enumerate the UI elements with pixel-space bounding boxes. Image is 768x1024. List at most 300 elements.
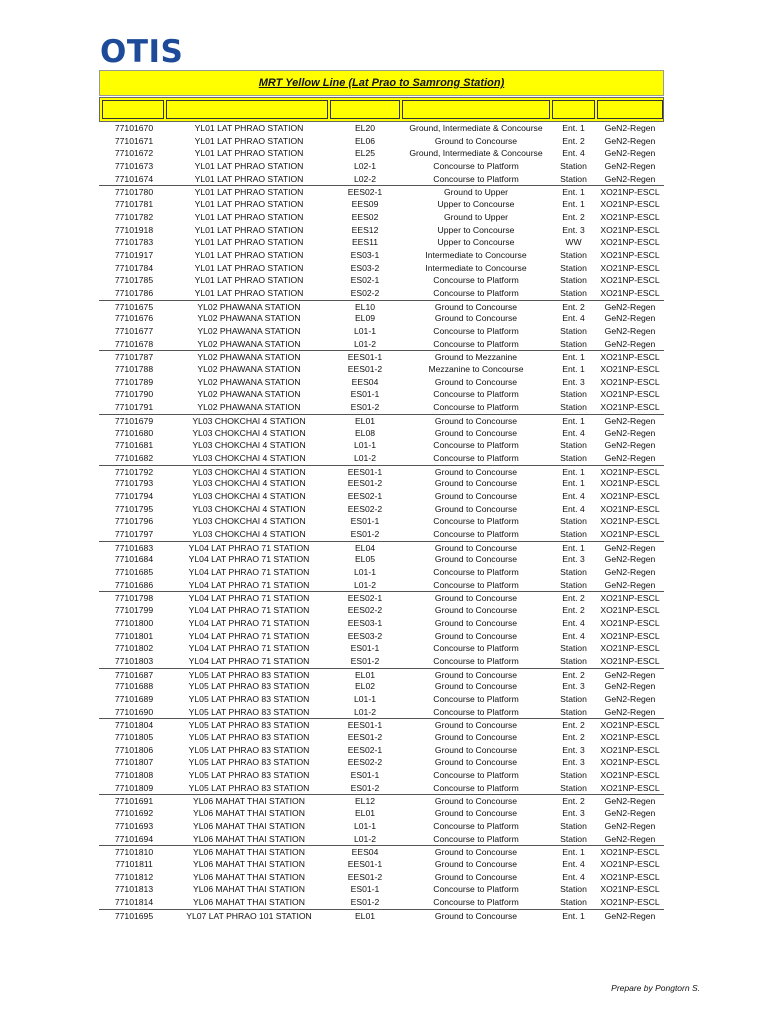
table-cell: Concourse to Platform — [433, 579, 519, 590]
header-cell — [166, 100, 328, 119]
table-cell: GeN2-Regen — [604, 706, 656, 717]
table-cell: GeN2-Regen — [604, 338, 656, 349]
table-row — [99, 388, 664, 401]
table-cell: Ent. 1 — [562, 352, 585, 363]
table-cell: YL05 LAT PHRAO 83 STATION — [188, 706, 310, 717]
table-cell: Ent. 1 — [562, 542, 585, 553]
table-cell: Ground to Concourse — [434, 593, 518, 604]
table-row — [99, 160, 664, 173]
table-row — [99, 300, 664, 313]
table-cell: XO21NP-ESCL — [600, 770, 660, 781]
table-row — [99, 617, 664, 630]
table-cell: YL02 PHAWANA STATION — [197, 301, 301, 312]
table-cell: GeN2-Regen — [604, 135, 656, 146]
table-cell: YL04 LAT PHRAO 71 STATION — [188, 655, 310, 666]
table-title: MRT Yellow Line (Lat Prao to Samrong Station) — [99, 70, 664, 96]
table-row — [99, 718, 664, 731]
table-cell: EES02 — [351, 211, 379, 222]
table-cell: XO21NP-ESCL — [600, 237, 660, 248]
table-row — [99, 490, 664, 503]
table-cell: EL01 — [354, 415, 376, 426]
table-cell: Ent. 2 — [562, 211, 585, 222]
table-cell: YL03 CHOKCHAI 4 STATION — [192, 516, 306, 527]
table-cell: XO21NP-ESCL — [600, 262, 660, 273]
table-cell: 77101782 — [114, 211, 154, 222]
table-cell: Station — [560, 452, 587, 463]
table-row — [99, 465, 664, 478]
table-row — [99, 668, 664, 681]
prepared-by: Prepare by Pongtorn S. — [611, 983, 700, 993]
table-row — [99, 680, 664, 693]
table-cell: Concourse to Platform — [433, 402, 519, 413]
table-cell: 77101806 — [114, 744, 154, 755]
table-row — [99, 655, 664, 668]
table-cell: YL05 LAT PHRAO 83 STATION — [188, 770, 310, 781]
table-cell: 77101804 — [114, 720, 154, 731]
table-cell: 77101918 — [114, 224, 154, 235]
table-cell: YL03 CHOKCHAI 4 STATION — [192, 440, 306, 451]
table-cell: EES02-2 — [347, 503, 383, 514]
table-cell: Concourse to Platform — [433, 287, 519, 298]
header-cell — [102, 100, 164, 119]
table-cell: ES03-1 — [350, 249, 380, 260]
table-cell: YL02 PHAWANA STATION — [197, 364, 301, 375]
table-cell: XO21NP-ESCL — [600, 605, 660, 616]
table-cell: Ent. 2 — [562, 796, 585, 807]
table-row — [99, 858, 664, 871]
table-cell: Ground, Intermediate & Concourse — [409, 123, 543, 133]
table-cell: Ent. 3 — [562, 808, 585, 819]
table-cell: Concourse to Platform — [433, 173, 519, 184]
table-row — [99, 173, 664, 186]
table-cell: XO21NP-ESCL — [600, 275, 660, 286]
table-cell: Ground to Mezzanine — [434, 352, 518, 363]
table-cell: Ground to Concourse — [434, 490, 518, 501]
table-cell: Ground, Intermediate & Concourse — [409, 148, 543, 159]
table-cell: XO21NP-ESCL — [600, 896, 660, 907]
table-cell: Concourse to Platform — [433, 693, 519, 704]
table-cell: ES01-2 — [350, 782, 380, 793]
table-cell: EES12 — [351, 224, 379, 235]
table-row — [99, 147, 664, 160]
table-cell: ES03-2 — [350, 262, 380, 273]
table-cell: GeN2-Regen — [604, 808, 656, 819]
table-cell: Upper to Concourse — [437, 199, 515, 210]
table-row — [99, 807, 664, 820]
table-cell: GeN2-Regen — [604, 579, 656, 590]
table-cell: Station — [560, 706, 587, 717]
table-cell: Ent. 4 — [562, 503, 585, 514]
table-cell: ES02-1 — [350, 275, 380, 286]
table-row — [99, 515, 664, 528]
table-cell: 77101800 — [114, 617, 154, 628]
table-cell: 77101803 — [114, 655, 154, 666]
table-cell: EL01 — [354, 910, 376, 921]
table-row — [99, 553, 664, 566]
table-cell: EL08 — [354, 427, 376, 438]
table-cell: Ent. 4 — [562, 617, 585, 628]
table-cell: GeN2-Regen — [604, 415, 656, 426]
table-row — [99, 363, 664, 376]
table-cell: EES01-1 — [347, 466, 383, 477]
table-cell: Station — [560, 262, 587, 273]
table-row — [99, 820, 664, 833]
table-row — [99, 579, 664, 592]
table-cell: Station — [560, 782, 587, 793]
table-row — [99, 211, 664, 224]
table-cell: Concourse to Platform — [433, 820, 519, 831]
table-cell: Ground to Concourse — [434, 757, 518, 768]
table-cell: 77101796 — [114, 516, 154, 527]
table-cell: XO21NP-ESCL — [600, 376, 660, 387]
table-cell: Ent. 3 — [562, 681, 585, 692]
table-cell: EES01-1 — [347, 352, 383, 363]
table-cell: L01-2 — [354, 452, 376, 463]
table-cell: 77101685 — [114, 567, 154, 578]
table-cell: Ent. 1 — [562, 478, 585, 489]
table-cell: 77101682 — [114, 452, 154, 463]
table-cell: XO21NP-ESCL — [600, 643, 660, 654]
table-cell: EES01-1 — [347, 720, 383, 731]
table-cell: YL02 PHAWANA STATION — [197, 313, 301, 324]
table-cell: Ground to Concourse — [434, 135, 518, 146]
table-cell: GeN2-Regen — [604, 820, 656, 831]
table-row — [99, 503, 664, 516]
table-cell: GeN2-Regen — [604, 161, 656, 172]
table-cell: Ent. 1 — [562, 466, 585, 477]
table-cell: Station — [560, 161, 587, 172]
table-cell: Ent. 1 — [562, 364, 585, 375]
table-cell: YL01 LAT PHRAO STATION — [194, 224, 304, 235]
table-cell: 77101692 — [114, 808, 154, 819]
table-cell: Ent. 1 — [562, 123, 585, 133]
table-cell: Ent. 3 — [562, 757, 585, 768]
table-cell: YL03 CHOKCHAI 4 STATION — [192, 490, 306, 501]
table-cell: ES01-1 — [350, 516, 380, 527]
table-cell: Ground to Concourse — [434, 466, 518, 477]
table-cell: Ent. 4 — [562, 630, 585, 641]
table-cell: 77101789 — [114, 376, 154, 387]
table-cell: Ground to Concourse — [434, 313, 518, 324]
table-cell: 77101785 — [114, 275, 154, 286]
table-row — [99, 249, 664, 262]
table-cell: YL01 LAT PHRAO STATION — [194, 187, 304, 198]
table-cell: Ground to Concourse — [434, 605, 518, 616]
table-cell: GeN2-Regen — [604, 796, 656, 807]
table-cell: L01-1 — [354, 567, 376, 578]
table-cell: Station — [560, 516, 587, 527]
table-cell: 77101799 — [114, 605, 154, 616]
table-cell: YL01 LAT PHRAO STATION — [194, 161, 304, 172]
table-row — [99, 338, 664, 351]
table-cell: Ent. 2 — [562, 732, 585, 742]
table-cell: XO21NP-ESCL — [600, 782, 660, 793]
table-cell: 77101788 — [114, 364, 154, 375]
table-cell: EES04 — [351, 376, 379, 387]
table-cell: YL05 LAT PHRAO 83 STATION — [188, 669, 310, 680]
table-cell: Ent. 3 — [562, 744, 585, 755]
table-cell: L01-1 — [354, 820, 376, 831]
table-cell: YL06 MAHAT THAI STATION — [193, 796, 305, 807]
table-cell: Ground to Concourse — [434, 301, 518, 312]
table-cell: Ent. 1 — [562, 415, 585, 426]
table-cell: YL03 CHOKCHAI 4 STATION — [192, 415, 306, 426]
table-cell: YL02 PHAWANA STATION — [197, 402, 301, 413]
table-cell: GeN2-Regen — [604, 681, 656, 692]
table-cell: Ent. 2 — [562, 669, 585, 680]
table-cell: YL06 MAHAT THAI STATION — [193, 808, 305, 819]
table-row — [99, 566, 664, 579]
table-cell: YL05 LAT PHRAO 83 STATION — [188, 744, 310, 755]
table-cell: YL01 LAT PHRAO STATION — [194, 287, 304, 298]
table-cell: YL04 LAT PHRAO 71 STATION — [188, 554, 310, 565]
table-cell: EL25 — [354, 148, 376, 159]
table-row — [99, 477, 664, 490]
table-cell: XO21NP-ESCL — [600, 466, 660, 477]
table-cell: YL01 LAT PHRAO STATION — [194, 262, 304, 273]
table-cell: XO21NP-ESCL — [600, 224, 660, 235]
table-cell: L01-2 — [354, 706, 376, 717]
table-cell: XO21NP-ESCL — [600, 478, 660, 489]
table-cell: YL01 LAT PHRAO STATION — [194, 148, 304, 159]
table-cell: 77101671 — [114, 135, 154, 146]
table-cell: GeN2-Regen — [604, 567, 656, 578]
table-cell: XO21NP-ESCL — [600, 352, 660, 363]
table-cell: Upper to Concourse — [437, 237, 515, 248]
table-cell: GeN2-Regen — [604, 326, 656, 336]
table-row — [99, 185, 664, 198]
table-cell: Station — [560, 820, 587, 831]
equipment-table — [99, 122, 664, 921]
table-cell: YL05 LAT PHRAO 83 STATION — [188, 732, 310, 742]
table-cell: Ent. 1 — [562, 199, 585, 210]
table-cell: Ground to Concourse — [434, 617, 518, 628]
table-cell: EES02-2 — [347, 605, 383, 616]
table-cell: GeN2-Regen — [604, 123, 656, 133]
table-cell: XO21NP-ESCL — [600, 364, 660, 375]
table-row — [99, 325, 664, 338]
table-cell: YL04 LAT PHRAO 71 STATION — [188, 605, 310, 616]
table-cell: Ent. 4 — [562, 858, 585, 869]
table-cell: Ground to Concourse — [434, 542, 518, 553]
table-cell: Ground to Upper — [443, 187, 508, 198]
table-cell: Station — [560, 579, 587, 590]
table-cell: GeN2-Regen — [604, 313, 656, 324]
table-cell: Concourse to Platform — [433, 326, 519, 336]
header-cell — [597, 100, 663, 119]
table-cell: EES04 — [351, 847, 379, 858]
table-cell: YL06 MAHAT THAI STATION — [193, 833, 305, 844]
table-cell: Ground to Concourse — [434, 681, 518, 692]
table-row — [99, 427, 664, 440]
table-cell: Station — [560, 833, 587, 844]
table-cell: 77101691 — [114, 796, 154, 807]
table-cell: XO21NP-ESCL — [600, 199, 660, 210]
table-cell: YL05 LAT PHRAO 83 STATION — [188, 693, 310, 704]
table-cell: Station — [560, 529, 587, 539]
table-cell: ES01-1 — [350, 770, 380, 781]
table-cell: EES03-1 — [347, 617, 383, 628]
table-row — [99, 871, 664, 884]
table-cell: Ground to Concourse — [434, 796, 518, 807]
table-cell: Station — [560, 173, 587, 184]
table-cell: 77101786 — [114, 287, 154, 298]
table-cell: 77101798 — [114, 593, 154, 604]
table-cell: YL03 CHOKCHAI 4 STATION — [192, 503, 306, 514]
table-cell: EES09 — [351, 199, 379, 210]
table-row — [99, 591, 664, 604]
table-cell: 77101813 — [114, 884, 154, 895]
table-cell: XO21NP-ESCL — [600, 187, 660, 198]
table-cell: EES01-2 — [347, 364, 383, 375]
table-cell: Concourse to Platform — [433, 440, 519, 451]
table-row — [99, 528, 664, 541]
table-cell: XO21NP-ESCL — [600, 847, 660, 858]
table-cell: Concourse to Platform — [433, 529, 519, 539]
table-cell: 77101797 — [114, 529, 154, 539]
table-cell: YL04 LAT PHRAO 71 STATION — [188, 643, 310, 654]
table-cell: 77101793 — [114, 478, 154, 489]
table-cell: YL04 LAT PHRAO 71 STATION — [188, 542, 310, 553]
table-cell: EL05 — [354, 554, 376, 565]
table-row — [99, 642, 664, 655]
table-cell: EL02 — [354, 681, 376, 692]
table-cell: YL02 PHAWANA STATION — [197, 338, 301, 349]
table-cell: Ent. 4 — [562, 871, 585, 882]
table-cell: Ent. 4 — [562, 313, 585, 324]
table-cell: GeN2-Regen — [604, 148, 656, 159]
table-cell: 77101684 — [114, 554, 154, 565]
table-cell: Station — [560, 655, 587, 666]
table-row — [99, 135, 664, 148]
table-cell: 77101812 — [114, 871, 154, 882]
table-cell: XO21NP-ESCL — [600, 490, 660, 501]
table-cell: YL04 LAT PHRAO 71 STATION — [188, 593, 310, 604]
table-cell: XO21NP-ESCL — [600, 503, 660, 514]
table-cell: 77101688 — [114, 681, 154, 692]
table-cell: Station — [560, 884, 587, 895]
table-cell: 77101807 — [114, 757, 154, 768]
table-cell: Intermediate to Concourse — [425, 249, 527, 260]
table-cell: 77101784 — [114, 262, 154, 273]
table-cell: 77101673 — [114, 161, 154, 172]
table-cell: 77101675 — [114, 301, 154, 312]
table-cell: L01-2 — [354, 579, 376, 590]
table-row — [99, 833, 664, 846]
table-cell: XO21NP-ESCL — [600, 287, 660, 298]
table-cell: EES01-2 — [347, 732, 383, 742]
table-cell: Station — [560, 326, 587, 336]
table-cell: L01-1 — [354, 693, 376, 704]
table-cell: YL06 MAHAT THAI STATION — [193, 896, 305, 907]
table-cell: GeN2-Regen — [604, 173, 656, 184]
table-cell: Ent. 3 — [562, 376, 585, 387]
table-cell: GeN2-Regen — [604, 452, 656, 463]
table-cell: Ent. 2 — [562, 720, 585, 731]
table-cell: YL06 MAHAT THAI STATION — [193, 858, 305, 869]
table-cell: Ground to Concourse — [434, 808, 518, 819]
table-cell: 77101805 — [114, 732, 154, 742]
table-cell: ES01-2 — [350, 529, 380, 539]
table-cell: XO21NP-ESCL — [600, 744, 660, 755]
table-cell: Mezzanine to Concourse — [428, 364, 524, 375]
table-cell: L01-2 — [354, 833, 376, 844]
table-cell: Concourse to Platform — [433, 896, 519, 907]
table-row — [99, 122, 664, 135]
table-cell: Upper to Concourse — [437, 224, 515, 235]
table-cell: Concourse to Platform — [433, 770, 519, 781]
table-cell: EES02-1 — [347, 490, 383, 501]
table-cell: XO21NP-ESCL — [600, 617, 660, 628]
table-cell: Concourse to Platform — [433, 567, 519, 578]
table-cell: XO21NP-ESCL — [600, 516, 660, 527]
table-row — [99, 756, 664, 769]
table-cell: Ground to Concourse — [434, 630, 518, 641]
table-cell: GeN2-Regen — [604, 554, 656, 565]
table-cell: Ground to Concourse — [434, 415, 518, 426]
table-cell: 77101694 — [114, 833, 154, 844]
table-cell: ES01-2 — [350, 896, 380, 907]
table-cell: 77101781 — [114, 199, 154, 210]
table-cell: Ent. 1 — [562, 187, 585, 198]
table-row — [99, 274, 664, 287]
table-cell: YL03 CHOKCHAI 4 STATION — [192, 529, 306, 539]
table-row — [99, 452, 664, 465]
table-cell: Concourse to Platform — [433, 389, 519, 400]
table-cell: 77101670 — [114, 123, 154, 133]
table-cell: Ent. 4 — [562, 148, 585, 159]
table-row — [99, 224, 664, 237]
table-cell: ES01-1 — [350, 643, 380, 654]
table-cell: XO21NP-ESCL — [600, 871, 660, 882]
table-cell: Ground to Concourse — [434, 376, 518, 387]
table-cell: GeN2-Regen — [604, 440, 656, 451]
table-cell: EES01-2 — [347, 871, 383, 882]
table-cell: XO21NP-ESCL — [600, 593, 660, 604]
table-header — [99, 97, 664, 122]
table-row — [99, 693, 664, 706]
table-cell: XO21NP-ESCL — [600, 655, 660, 666]
table-cell: XO21NP-ESCL — [600, 402, 660, 413]
table-cell: YL04 LAT PHRAO 71 STATION — [188, 567, 310, 578]
table-cell: 77101689 — [114, 693, 154, 704]
table-row — [99, 782, 664, 795]
table-cell: GeN2-Regen — [604, 669, 656, 680]
table-cell: EES11 — [351, 237, 379, 248]
table-cell: Station — [560, 402, 587, 413]
table-row — [99, 630, 664, 643]
table-cell: Ground to Concourse — [434, 744, 518, 755]
table-cell: Station — [560, 440, 587, 451]
table-cell: YL01 LAT PHRAO STATION — [194, 123, 304, 133]
table-cell: YL01 LAT PHRAO STATION — [194, 173, 304, 184]
table-cell: Station — [560, 389, 587, 400]
table-cell: Concourse to Platform — [433, 516, 519, 527]
table-cell: ES01-2 — [350, 655, 380, 666]
table-cell: 77101787 — [114, 352, 154, 363]
table-cell: 77101808 — [114, 770, 154, 781]
header-cell — [402, 100, 550, 119]
table-cell: GeN2-Regen — [604, 910, 656, 921]
table-cell: YL05 LAT PHRAO 83 STATION — [188, 782, 310, 793]
table-cell: 77101672 — [114, 148, 154, 159]
table-cell: 77101690 — [114, 706, 154, 717]
table-row — [99, 198, 664, 211]
table-cell: 77101687 — [114, 669, 154, 680]
table-cell: XO21NP-ESCL — [600, 389, 660, 400]
table-cell: Ground to Upper — [443, 211, 508, 222]
table-cell: YL02 PHAWANA STATION — [197, 376, 301, 387]
